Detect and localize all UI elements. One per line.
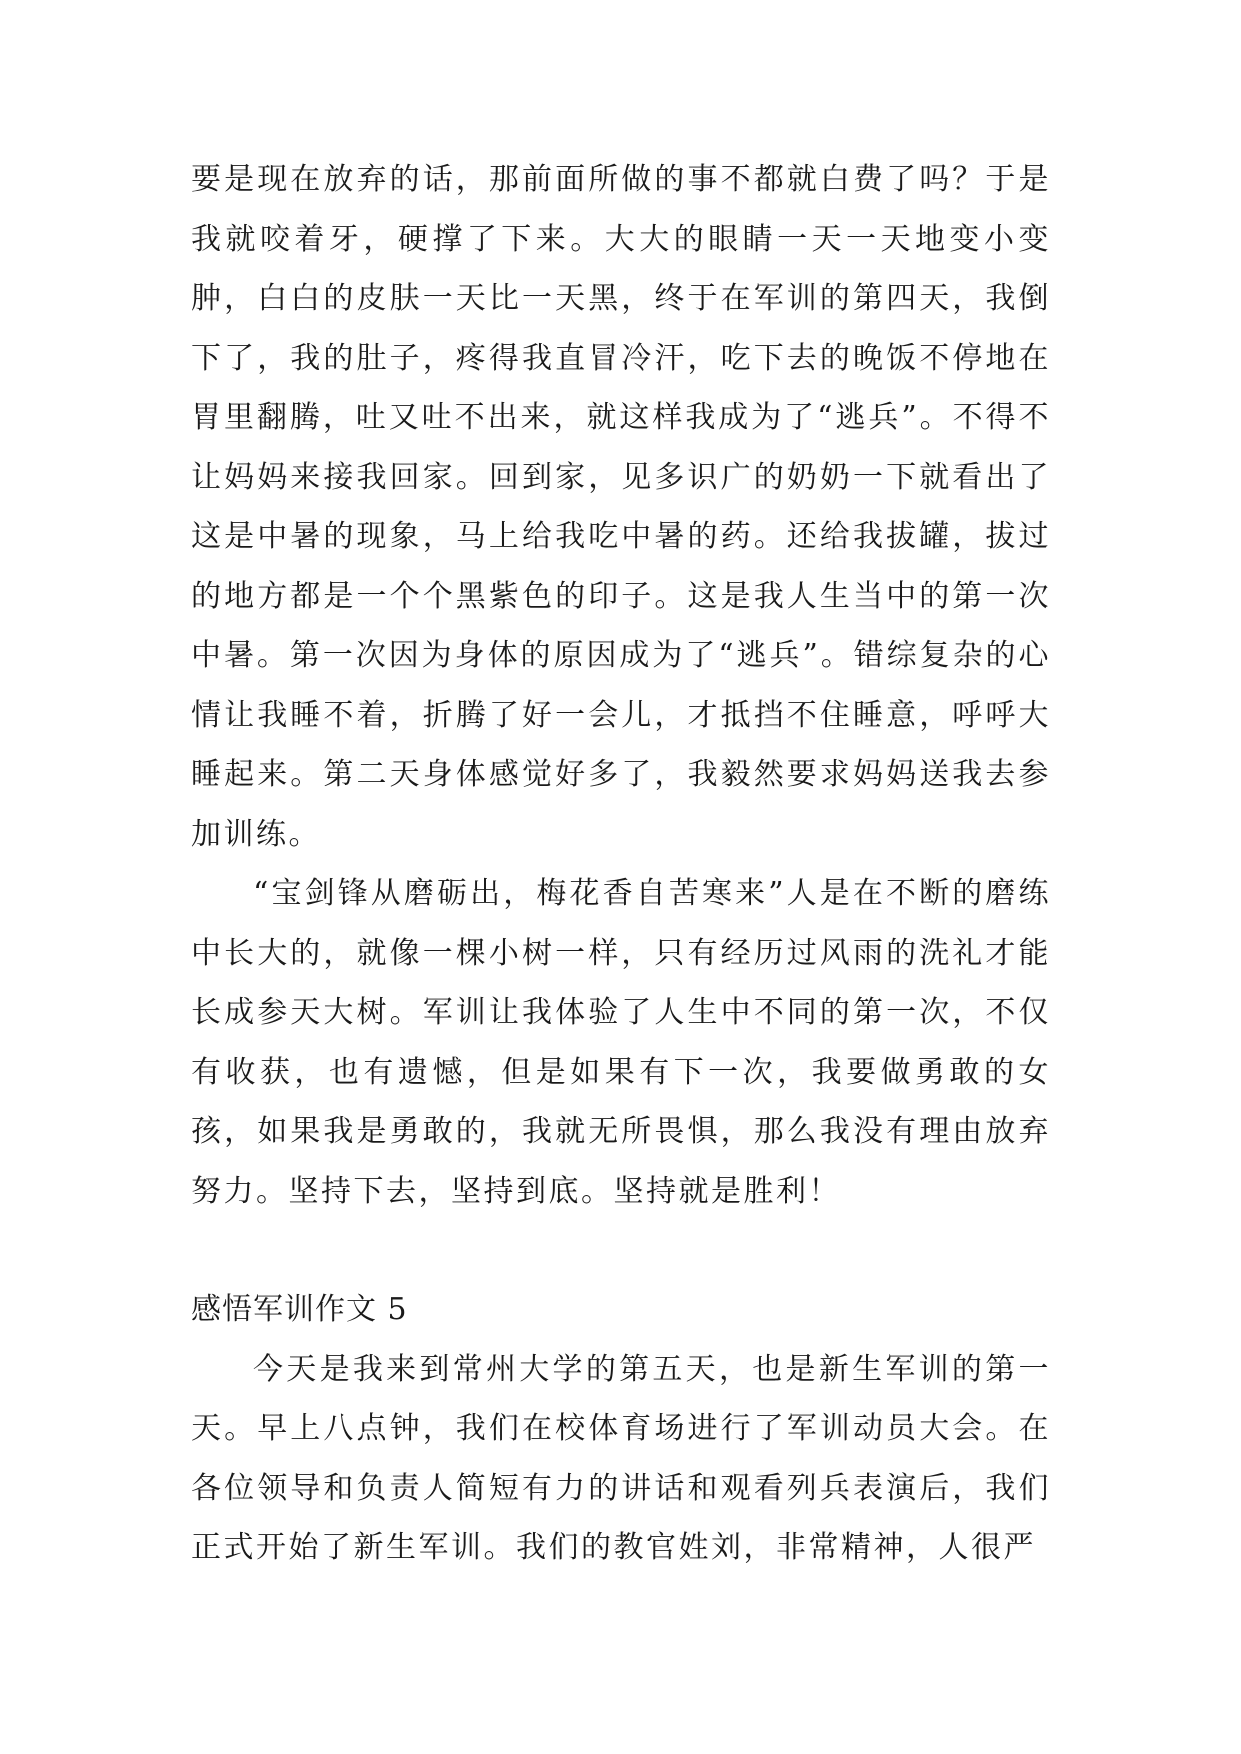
paragraph-continuation: 要是现在放弃的话，那前面所做的事不都就白费了吗？于是我就咬着牙，硬撑了下来。大大的眼睛一天一天地变小变肿，白白的皮肤一天比一天黑，终于在军训的第四天，我倒下了，我的肚子，疼得我直冒冷汗，吃下去的晚饭不停地在胃里翻腾，吐又吐不出来，就这样我成为了“逃兵”。不得不让妈妈来接我回家。回到家，见多识广的奶奶一下就看出了这是中暑的现象，马上给我吃中暑的药。还给我拔罐，拔过的地方都是一个个黑紫色的印子。这是我人生当中的第一次中暑。第一次因为身体的原因成为了“逃兵”。错综复杂的心情让我睡不着，折腾了好一会儿，才抵挡不住睡意，呼呼大睡起来。第二天身体感觉好多了，我毅然要求妈妈送我去参加训练。 bbox=[191, 162, 1051, 852]
section-title: 感悟军训作文 5 bbox=[191, 1292, 408, 1327]
section-spacer bbox=[191, 1221, 1051, 1280]
document-page bbox=[191, 150, 1051, 1578]
paragraph-reflection: “宝剑锋从磨砺出，梅花香自苦寒来”人是在不断的磨练中长大的，就像一棵小树一样，只有经历过风雨的洗礼才能长成参天大树。军训让我体验了人生中不同的第一次，不仅有收获，也有遗憾，但是如果有下一次，我要做勇敢的女孩，如果我是勇敢的，我就无所畏惧，那么我没有理由放弃努力。坚持下去，坚持到底。坚持就是胜利！ bbox=[191, 876, 1051, 1209]
paragraph-section-start: 今天是我来到常州大学的第五天，也是新生军训的第一天。早上八点钟，我们在校体育场进行了军训动员大会。在各位领导和负责人简短有力的讲话和观看列兵表演后，我们正式开始了新生军训。我们的教官姓刘，非常精神，人很严 bbox=[191, 1351, 1051, 1565]
